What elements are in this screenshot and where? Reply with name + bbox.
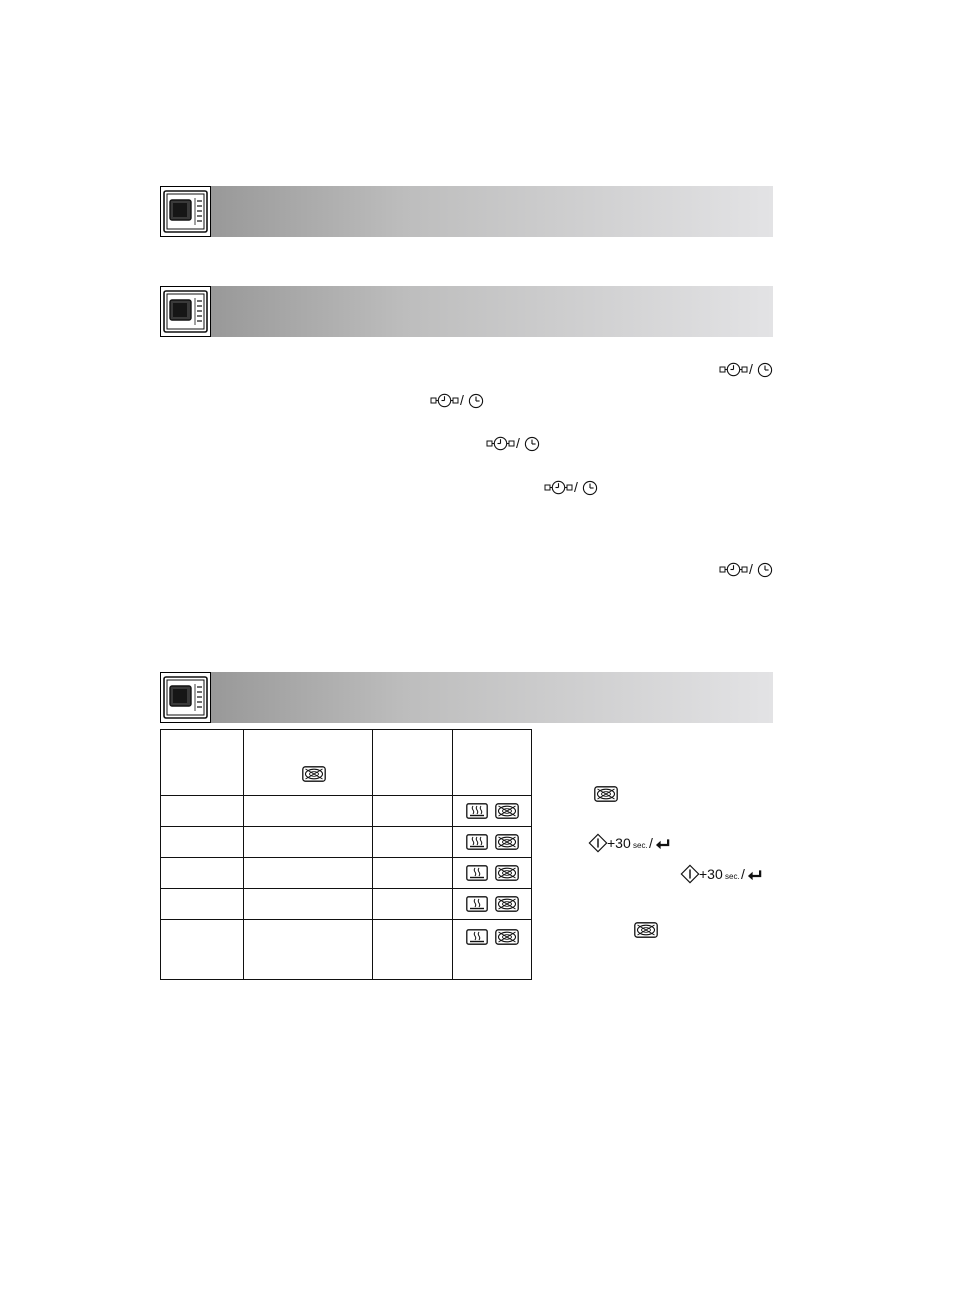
start-plus-30-symbol-1	[588, 833, 668, 855]
clock-symbol-group-2	[430, 392, 486, 410]
clock-set-icon	[544, 479, 574, 497]
cooking-table	[160, 729, 532, 980]
clock-symbol-group-4	[544, 479, 600, 497]
turntable-icon	[594, 786, 618, 802]
table-cell	[161, 920, 244, 980]
sec-label: sec.	[633, 841, 648, 850]
turntable-icon	[302, 766, 326, 782]
steam-three-waves-icon	[466, 803, 488, 819]
table-row	[161, 796, 532, 827]
microwave-oven-icon	[160, 286, 211, 337]
table-cell	[373, 889, 453, 920]
separator: /	[749, 561, 753, 577]
table-cell	[244, 858, 373, 889]
clock-icon	[468, 392, 484, 410]
table-cell	[453, 920, 532, 980]
microwave-oven-icon	[160, 186, 211, 237]
plus-30-label: +30	[607, 835, 631, 851]
clock-icon	[582, 479, 598, 497]
table-row	[161, 827, 532, 858]
section-banner-1	[160, 186, 773, 237]
separator: /	[460, 392, 464, 408]
steam-two-waves-icon	[466, 896, 488, 912]
table-row	[161, 889, 532, 920]
separator: /	[574, 479, 578, 495]
section-banner-2	[160, 286, 773, 337]
table-header-cell	[244, 730, 373, 796]
steam-two-waves-icon	[466, 865, 488, 881]
table-cell	[244, 920, 373, 980]
start-icon	[680, 864, 700, 884]
table-header-cell	[373, 730, 453, 796]
table-cell	[453, 858, 532, 889]
separator: /	[516, 435, 520, 451]
clock-set-icon	[719, 361, 749, 379]
table-header-cell	[161, 730, 244, 796]
table-cell	[244, 827, 373, 858]
table-cell	[453, 796, 532, 827]
clock-symbol-group-5	[719, 561, 775, 579]
steam-two-waves-icon	[466, 929, 488, 945]
sec-label: sec.	[725, 872, 740, 881]
section-banner-3	[160, 672, 773, 723]
plus-30-label: +30	[699, 866, 723, 882]
clock-symbol-group-1	[719, 361, 775, 379]
table-cell	[161, 858, 244, 889]
clock-icon	[524, 435, 540, 453]
table-cell	[373, 920, 453, 980]
table-cell	[373, 827, 453, 858]
table-header-cell	[453, 730, 532, 796]
microwave-oven-icon	[160, 672, 211, 723]
table-cell	[453, 889, 532, 920]
separator: /	[649, 835, 653, 851]
enter-arrow-icon	[747, 869, 762, 881]
start-icon	[588, 833, 608, 853]
clock-set-icon	[486, 435, 516, 453]
table-cell	[244, 889, 373, 920]
turntable-icon	[495, 896, 519, 912]
separator: /	[741, 866, 745, 882]
table-cell	[453, 827, 532, 858]
table-cell	[161, 796, 244, 827]
table-cell	[373, 858, 453, 889]
turntable-icon	[495, 834, 519, 850]
table-cell	[244, 796, 373, 827]
separator: /	[749, 361, 753, 377]
enter-arrow-icon	[655, 838, 670, 850]
clock-set-icon	[719, 561, 749, 579]
turntable-icon	[634, 922, 658, 938]
table-cell	[161, 889, 244, 920]
table-header-row	[161, 730, 532, 796]
turntable-icon	[495, 803, 519, 819]
clock-set-icon	[430, 392, 460, 410]
start-plus-30-symbol-2	[680, 864, 760, 886]
table-row	[161, 920, 532, 980]
steam-three-waves-icon	[466, 834, 488, 850]
table-cell	[161, 827, 244, 858]
turntable-icon	[495, 929, 519, 945]
clock-icon	[757, 361, 773, 379]
clock-symbol-group-3	[486, 435, 542, 453]
clock-icon	[757, 561, 773, 579]
turntable-icon	[495, 865, 519, 881]
table-cell	[373, 796, 453, 827]
table-row	[161, 858, 532, 889]
